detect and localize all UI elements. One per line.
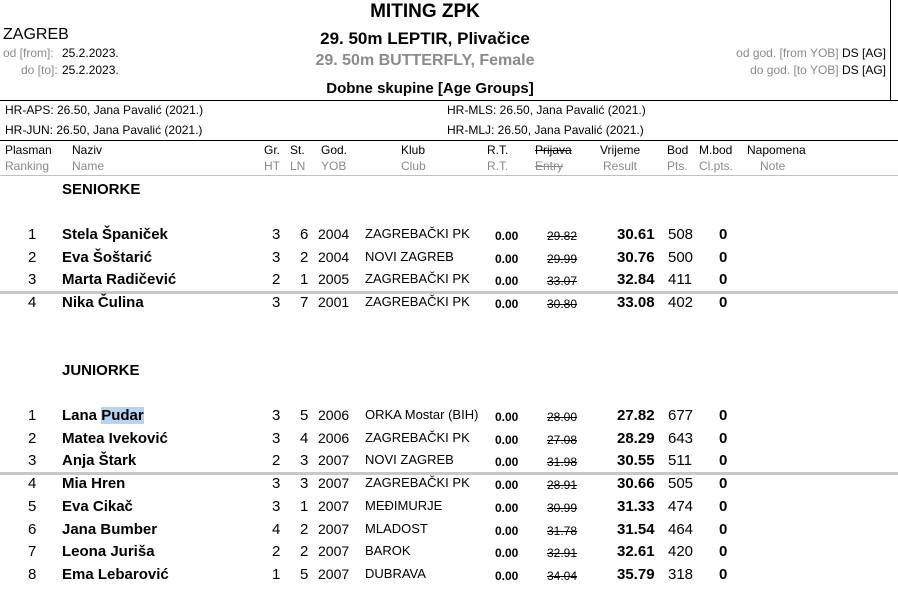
- cell-clpts: 0: [719, 226, 728, 243]
- col-entry-english: Entry: [535, 159, 564, 173]
- record-mls: HR-MLS: 26.50, Jana Pavalić (2021.): [447, 103, 646, 117]
- cell-rt: 0.00: [495, 546, 519, 561]
- group-title: JUNIORKE: [62, 362, 140, 379]
- cell-ln: 6: [300, 226, 309, 243]
- cell-yob: 2007: [318, 543, 350, 560]
- from-date: 25.2.2023.: [62, 46, 119, 60]
- cell-pts: 643: [668, 429, 694, 447]
- to-label: do [to]:: [21, 63, 58, 77]
- cell-rank: 8: [28, 565, 37, 583]
- cell-club: MLADOST: [365, 520, 428, 536]
- cell-clpts: 0: [719, 475, 728, 493]
- cell-pts: 420: [668, 543, 694, 561]
- cell-name: Mia Hren: [62, 475, 126, 493]
- yob-to: [750, 63, 886, 77]
- col-clpts-english: Cl.pts.: [699, 159, 734, 173]
- cell-club: ZAGREBAČKI PK: [365, 475, 470, 491]
- col-rt-english: R.T.: [487, 159, 509, 173]
- yob-to-value: DS [AG]: [841, 63, 886, 77]
- cell-yob: 2007: [318, 565, 350, 582]
- cell-pts: 511: [668, 452, 692, 470]
- cell-entry: 28.91: [547, 478, 578, 493]
- cell-name: Eva Šoštarić: [62, 248, 153, 266]
- to-date: 25.2.2023.: [62, 63, 119, 77]
- divider: [0, 175, 898, 176]
- cell-clpts: 0: [719, 565, 728, 583]
- cell-result: 35.79: [617, 565, 655, 583]
- col-lane-local: St.: [290, 143, 305, 157]
- col-heat-english: HT: [264, 159, 280, 173]
- record-mlj: HR-MLJ: 26.50, Jana Pavalić (2021.): [447, 123, 644, 137]
- cell-ln: 3: [300, 475, 309, 493]
- cell-clpts: 0: [719, 248, 728, 266]
- col-yob-english: YOB: [321, 159, 347, 173]
- cell-ht: 3: [272, 429, 281, 447]
- cell-ht: 1: [272, 565, 281, 583]
- col-clpts-local: M.bod: [699, 143, 733, 157]
- cell-rt: 0.00: [495, 297, 519, 312]
- col-club-english: Club: [401, 159, 426, 173]
- cell-clpts: 0: [719, 429, 728, 447]
- col-result-english: Result: [603, 159, 638, 173]
- cell-ln: 4: [300, 429, 309, 447]
- cell-pts: 508: [668, 226, 694, 243]
- cell-ht: 3: [272, 294, 281, 312]
- cell-name: Eva Cikač: [62, 497, 133, 515]
- cell-result: 30.76: [617, 248, 655, 266]
- cell-club: ORKA Mostar (BIH): [365, 407, 479, 422]
- cell-rank: 6: [28, 520, 37, 538]
- cell-rt: 0.00: [495, 251, 519, 266]
- cell-entry: 33.07: [547, 274, 578, 289]
- cell-name: Anja Štark: [62, 452, 137, 470]
- cell-entry: 27.08: [547, 432, 578, 447]
- cell-rt: 0.00: [495, 478, 519, 493]
- cell-rt: 0.00: [495, 229, 519, 243]
- cell-club: ZAGREBAČKI PK: [365, 429, 470, 445]
- col-note-local: Napomena: [747, 143, 806, 157]
- yob-to-label: do god. [to YOB]: [750, 63, 839, 77]
- cell-name: [62, 407, 144, 424]
- cell-club: BAROK: [365, 543, 411, 559]
- col-rt-local: R.T.: [487, 143, 509, 157]
- cell-ln: 7: [300, 294, 309, 312]
- cell-yob: 2007: [318, 452, 350, 469]
- cell-club: DUBRAVA: [365, 565, 426, 581]
- cell-yob: 2001: [318, 294, 350, 311]
- cell-clpts: 0: [719, 294, 728, 312]
- cell-result: 27.82: [617, 407, 655, 424]
- cell-yob: 2007: [318, 475, 350, 492]
- cell-ln: 1: [300, 497, 309, 515]
- col-note-english: Note: [760, 159, 786, 173]
- yob-from-label: od god. [from YOB]: [736, 46, 839, 60]
- cell-ht: 2: [272, 452, 281, 470]
- cell-yob: 2007: [318, 497, 350, 514]
- group-title: SENIORKE: [62, 181, 141, 198]
- cell-clpts: 0: [719, 407, 728, 424]
- cell-entry: 30.99: [547, 500, 578, 515]
- col-heat-local: Gr.: [264, 143, 281, 157]
- cell-ln: 3: [300, 452, 309, 470]
- cell-pts: 402: [668, 294, 694, 312]
- col-entry-local: Prijava: [535, 143, 572, 157]
- cell-club: NOVI ZAGREB: [365, 248, 454, 264]
- col-club-local: Klub: [401, 143, 426, 157]
- cell-result: 33.08: [617, 294, 655, 312]
- cell-rank: 4: [28, 294, 37, 312]
- cell-club: ZAGREBAČKI PK: [365, 271, 470, 287]
- col-lane-english: LN: [290, 159, 306, 173]
- divider: [890, 0, 891, 101]
- cell-result: 28.29: [617, 429, 655, 447]
- cell-pts: 500: [668, 248, 694, 266]
- event-title-english: 29. 50m BUTTERFLY, Female: [315, 52, 535, 69]
- cell-name: Leona Juriša: [62, 543, 155, 561]
- cell-rank: 5: [28, 497, 37, 515]
- cell-rt: 0.00: [495, 523, 519, 538]
- cell-club: NOVI ZAGREB: [365, 452, 454, 468]
- cell-rank: 3: [28, 271, 37, 289]
- cell-entry: 31.98: [547, 455, 578, 470]
- cell-result: 32.84: [617, 271, 655, 289]
- col-result-local: Vrijeme: [600, 143, 641, 157]
- cell-rt: 0.00: [495, 455, 519, 470]
- col-rank-local: Plasman: [5, 143, 52, 157]
- cell-rank: 3: [28, 452, 37, 470]
- cell-ln: 2: [300, 248, 309, 266]
- cell-rank: 2: [28, 248, 37, 266]
- cell-club: ZAGREBAČKI PK: [365, 294, 470, 310]
- name-first: Lana: [62, 407, 102, 424]
- city: ZAGREB: [3, 26, 69, 43]
- cell-rank: 4: [28, 475, 37, 493]
- cell-result: 30.61: [617, 226, 655, 243]
- cell-rank: 2: [28, 429, 37, 447]
- cell-name: Nika Čulina: [62, 294, 144, 312]
- cell-ht: 2: [272, 543, 281, 561]
- cell-ln: 1: [300, 271, 309, 289]
- col-rank-english: Ranking: [5, 159, 50, 173]
- cell-entry: 32.91: [547, 546, 578, 561]
- cell-yob: 2004: [318, 226, 350, 242]
- yob-from-value: DS [AG]: [841, 46, 886, 60]
- col-pts-local: Bod: [667, 143, 689, 157]
- cell-yob: 2005: [318, 271, 350, 288]
- cell-yob: 2006: [318, 407, 350, 423]
- cell-rt: 0.00: [495, 410, 519, 424]
- cell-clpts: 0: [719, 497, 728, 515]
- cell-result: 30.66: [617, 475, 655, 493]
- cell-name: Ema Lebarović: [62, 565, 169, 583]
- name-last-highlighted[interactable]: Pudar: [101, 407, 144, 424]
- cell-rt: 0.00: [495, 500, 519, 515]
- col-yob-local: God.: [321, 143, 348, 157]
- cell-rank: 7: [28, 543, 37, 561]
- cell-result: 31.54: [617, 520, 655, 538]
- cell-ln: 2: [300, 520, 309, 538]
- cell-rt: 0.00: [495, 568, 519, 583]
- col-pts-english: Pts.: [667, 159, 688, 173]
- cell-yob: 2007: [318, 520, 350, 537]
- cell-result: 31.33: [617, 497, 655, 515]
- cell-club: MEĐIMURJE: [365, 497, 443, 513]
- cell-entry: 30.80: [547, 297, 578, 312]
- cell-clpts: 0: [719, 543, 728, 561]
- cell-entry: 31.78: [547, 523, 578, 538]
- meet-title: MITING ZPK: [370, 1, 480, 22]
- cell-pts: 318: [668, 565, 694, 583]
- divider: [0, 140, 898, 141]
- cell-entry: 29.99: [547, 251, 578, 266]
- cell-entry: 28.00: [547, 410, 578, 424]
- from-label: od [from]:: [3, 46, 54, 60]
- col-name-local: Naziv: [72, 143, 103, 157]
- cell-ht: 3: [272, 497, 281, 515]
- cell-name: Matea Iveković: [62, 429, 168, 447]
- record-jun: HR-JUN: 26.50, Jana Pavalić (2021.): [5, 123, 203, 137]
- cell-name: Marta Radičević: [62, 271, 177, 289]
- cell-clpts: 0: [719, 452, 728, 470]
- record-aps: HR-APS: 26.50, Jana Pavalić (2021.): [5, 103, 204, 117]
- cell-ht: 3: [272, 407, 281, 424]
- cell-rt: 0.00: [495, 274, 519, 289]
- cell-pts: 505: [668, 475, 694, 493]
- cell-club: ZAGREBAČKI PK: [365, 226, 470, 241]
- cell-ln: 5: [300, 565, 309, 583]
- col-name-english: Name: [72, 159, 105, 173]
- cell-entry: 34.04: [547, 568, 578, 583]
- event-title-local: 29. 50m LEPTIR, Plivačice: [320, 29, 530, 48]
- cell-name: Stela Španiček: [62, 226, 168, 243]
- cell-ln: 2: [300, 543, 309, 561]
- cell-entry: 29.82: [547, 229, 578, 243]
- cell-rank: 1: [28, 407, 37, 424]
- cell-pts: 677: [668, 407, 694, 424]
- cell-ht: 2: [272, 271, 281, 289]
- cell-pts: 464: [668, 520, 694, 538]
- cell-pts: 411: [668, 271, 692, 289]
- cell-ht: 4: [272, 520, 281, 538]
- age-groups-title: Dobne skupine [Age Groups]: [326, 80, 534, 97]
- cell-ln: 5: [300, 407, 309, 424]
- cell-result: 32.61: [617, 543, 655, 561]
- cell-rt: 0.00: [495, 432, 519, 447]
- cell-rank: 1: [28, 226, 37, 243]
- cell-ht: 3: [272, 226, 281, 243]
- cell-yob: 2004: [318, 248, 350, 265]
- cell-clpts: 0: [719, 271, 728, 289]
- cell-yob: 2006: [318, 429, 350, 446]
- cell-pts: 474: [668, 497, 694, 515]
- divider: [0, 100, 898, 101]
- cell-ht: 3: [272, 475, 281, 493]
- cell-result: 30.55: [617, 452, 655, 470]
- cell-ht: 3: [272, 248, 281, 266]
- cell-name: Jana Bumber: [62, 520, 158, 538]
- yob-from: [736, 46, 886, 60]
- cell-clpts: 0: [719, 520, 728, 538]
